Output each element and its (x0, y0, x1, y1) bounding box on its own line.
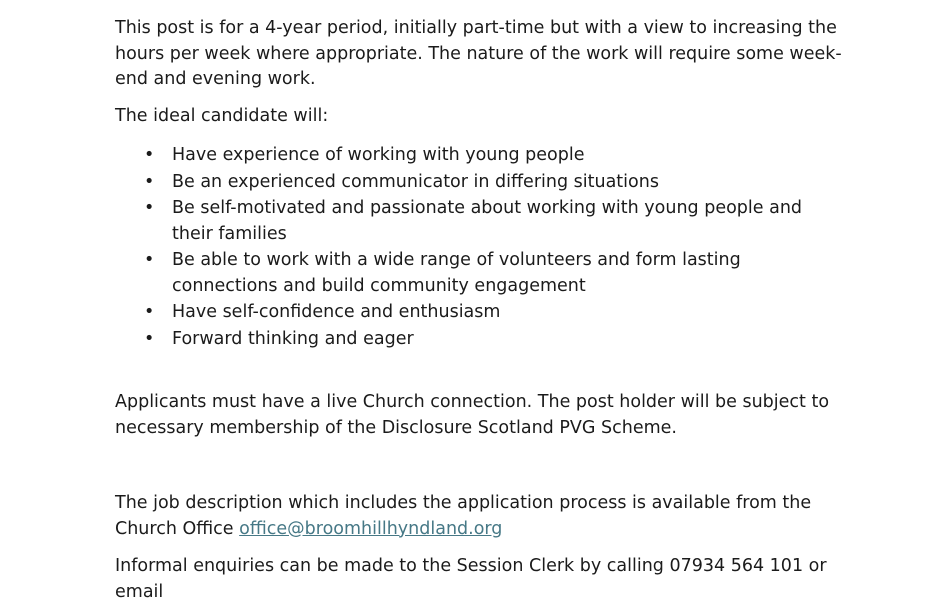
list-item (115, 327, 845, 353)
job-description-paragraph (115, 491, 845, 542)
list-item (115, 248, 845, 299)
list-item-text: Have experience of working with young people (172, 145, 585, 165)
list-item (115, 196, 845, 247)
list-item-text: Be able to work with a wide range of volunteers and form lasting connections and build community engagement (172, 250, 741, 296)
requirements-list (115, 143, 845, 353)
list-item (115, 143, 845, 169)
bullet-icon: • (144, 198, 155, 218)
job-description-text: The job description which includes the application process is available from the Church Office (115, 493, 812, 539)
bullet-icon: • (144, 250, 155, 270)
list-item-text: Have self-confidence and enthusiasm (172, 302, 501, 322)
bullet-icon: • (144, 145, 155, 165)
bullet-icon: • (144, 171, 155, 192)
informal-enquiries-paragraph: Informal enquiries can be made to the Session Clerk by calling 07934 564 101 or email (115, 556, 827, 602)
list-item-text: Be an experienced communicator in differing situations (172, 171, 659, 192)
list-item (115, 300, 845, 326)
list-item-text: Be self-motivated and passionate about working with young people and their families (172, 198, 803, 244)
bullet-icon: • (144, 302, 155, 322)
ideal-candidate-heading: The ideal candidate will: (115, 106, 329, 126)
list-item-text: Forward thinking and eager (172, 328, 414, 349)
office-email-link[interactable]: office@broomhillhyndland.org (239, 518, 503, 539)
bullet-icon: • (144, 328, 155, 349)
list-item (115, 170, 845, 196)
applicants-paragraph: Applicants must have a live Church connection. The post holder will be subject to necessary membership of the Disclosure Scotland PVG Scheme. (115, 392, 830, 438)
intro-paragraph: This post is for a 4-year period, initially part-time but with a view to increasing the hours per week where appropriate. The nature of the work will require some week-end and evening work. (115, 18, 842, 89)
